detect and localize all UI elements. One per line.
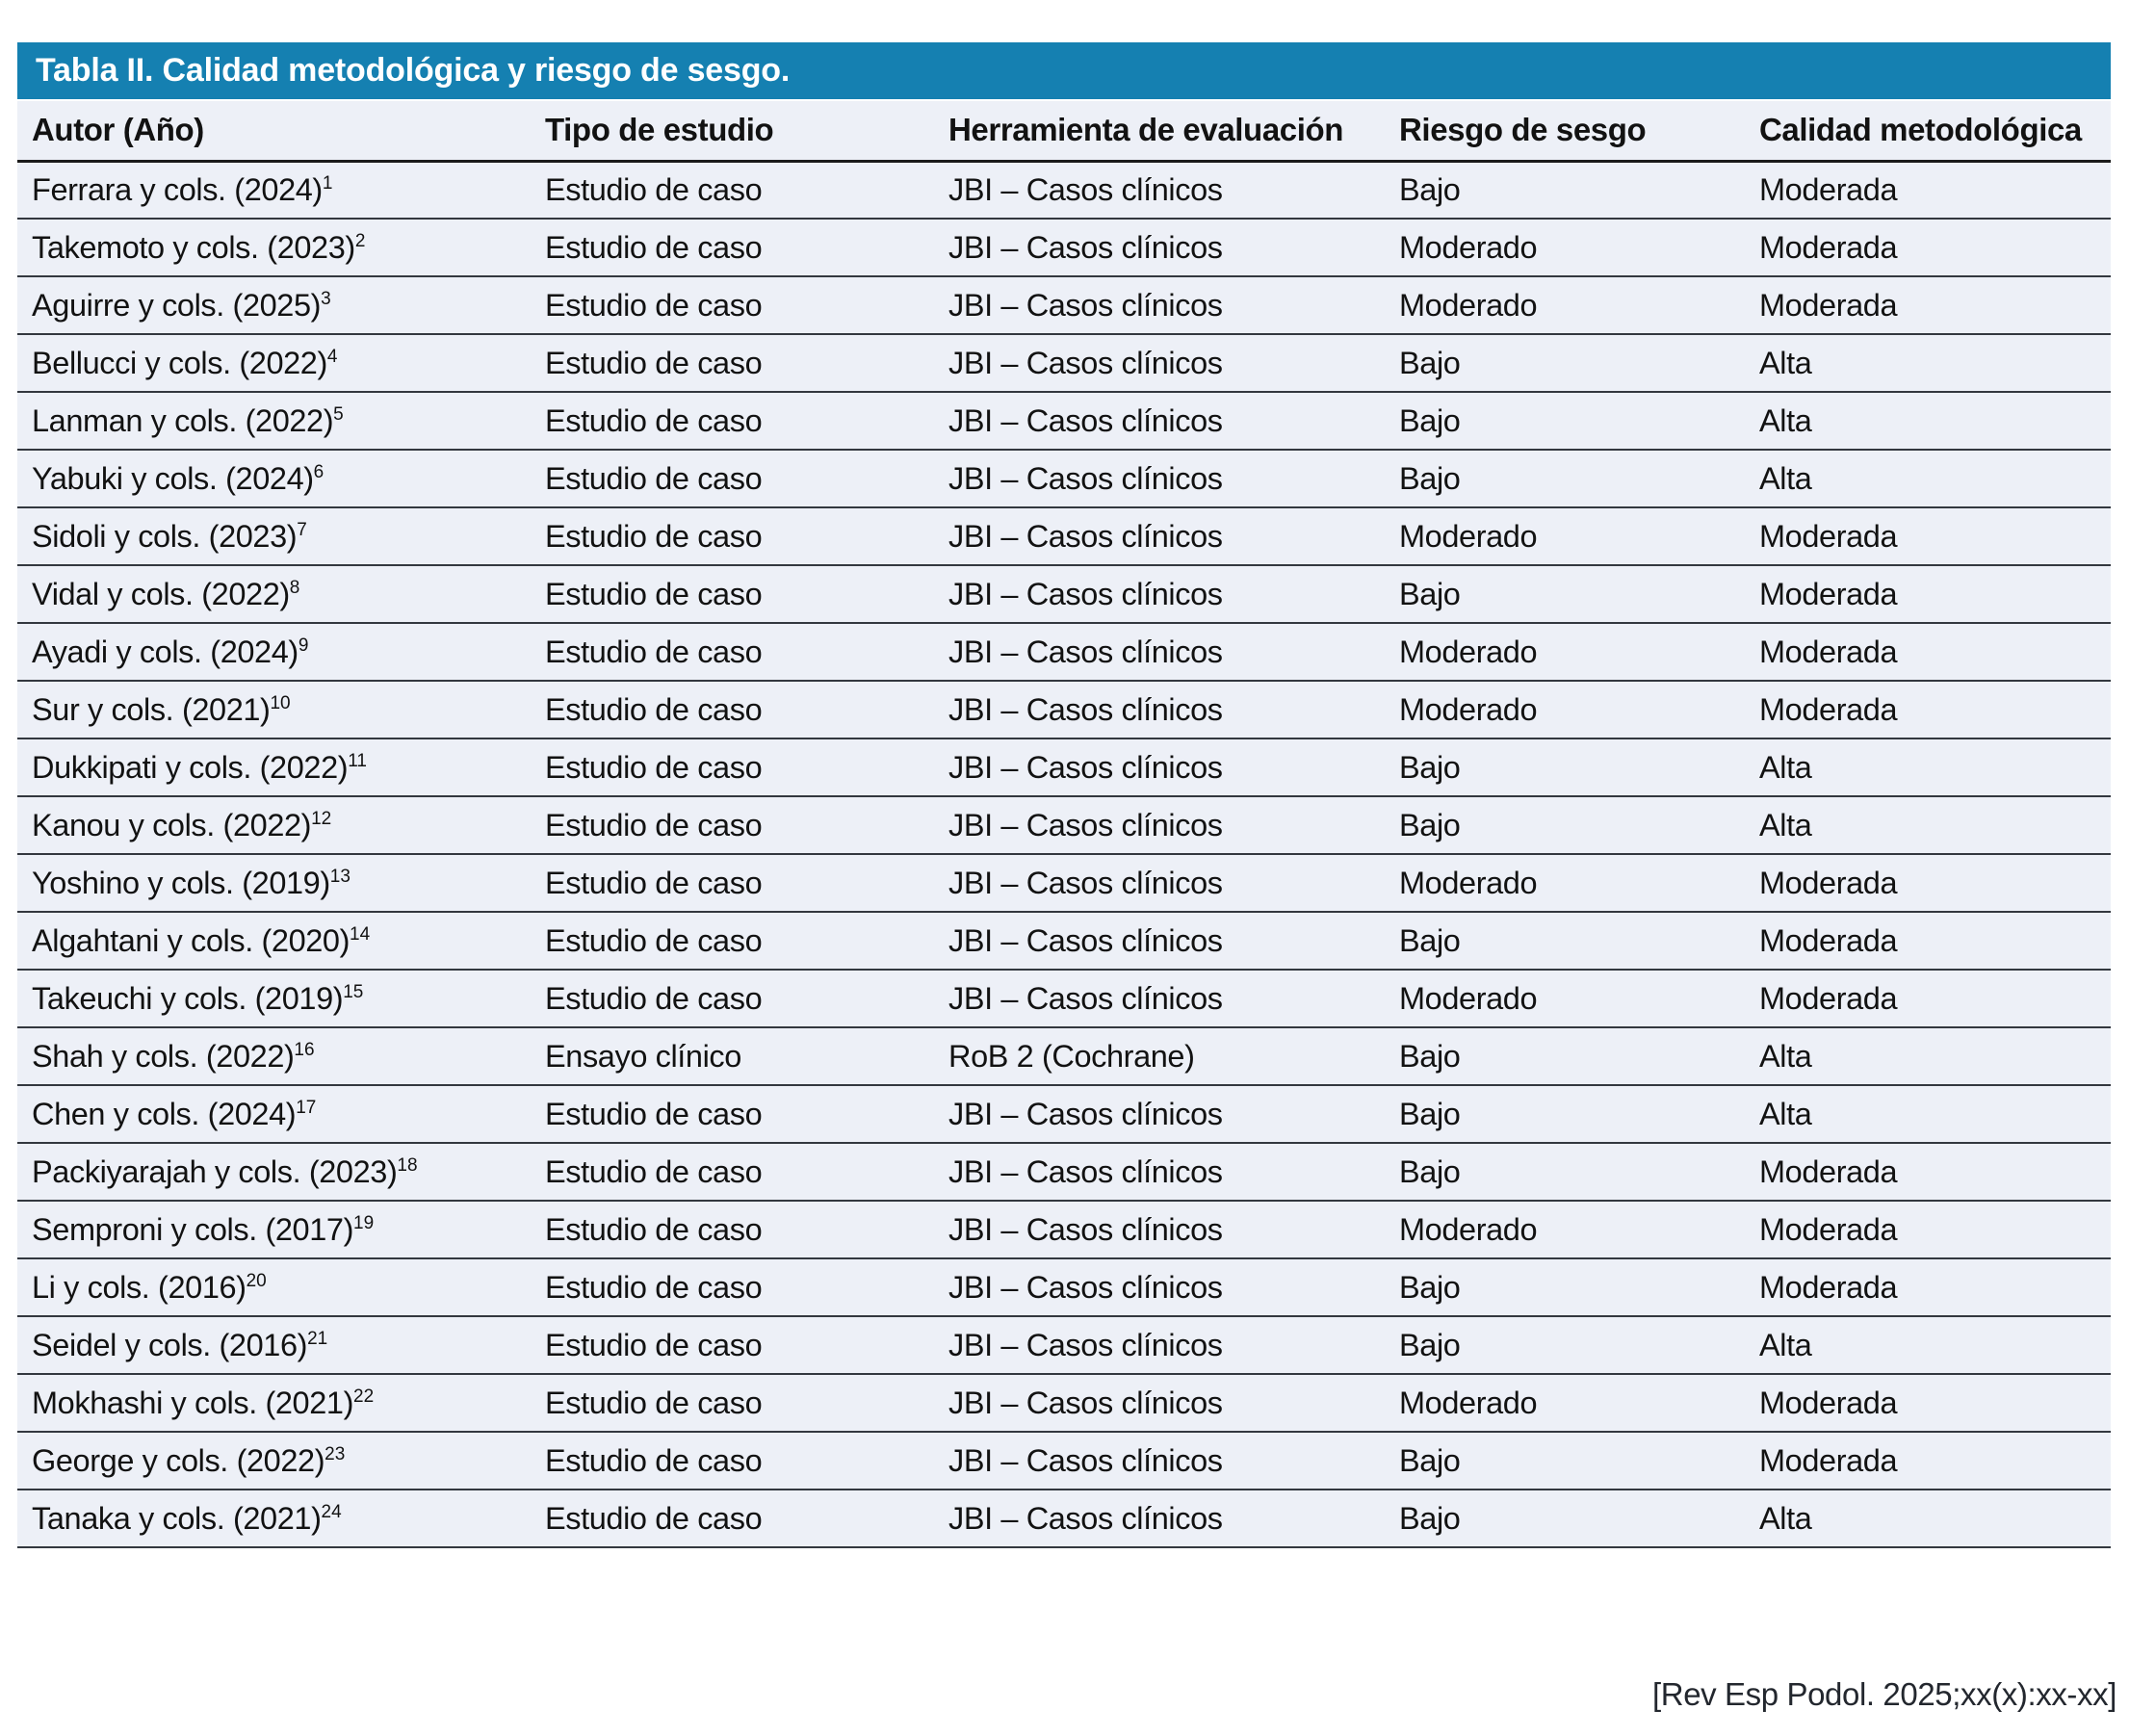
table-row <box>17 623 2111 681</box>
cell-study-type: Estudio de caso <box>531 1374 934 1432</box>
author-text: Vidal y cols. (2022) <box>32 576 290 611</box>
author-text: Takemoto y cols. (2023) <box>32 229 355 265</box>
table-row <box>17 392 2111 450</box>
author-text: Aguirre y cols. (2025) <box>32 287 322 323</box>
cell-author <box>17 507 531 565</box>
cell-author <box>17 1143 531 1201</box>
cell-assessment-tool: JBI – Casos clínicos <box>934 1143 1385 1201</box>
cell-author <box>17 970 531 1027</box>
table-row <box>17 1143 2111 1201</box>
table-header-row <box>17 101 2111 161</box>
cell-methodological-quality: Alta <box>1745 796 2111 854</box>
cell-bias-risk: Bajo <box>1385 796 1745 854</box>
cell-methodological-quality: Alta <box>1745 1490 2111 1547</box>
cell-study-type: Estudio de caso <box>531 276 934 334</box>
author-text: Tanaka y cols. (2021) <box>32 1500 322 1536</box>
cell-assessment-tool: RoB 2 (Cochrane) <box>934 1027 1385 1085</box>
cell-bias-risk: Bajo <box>1385 565 1745 623</box>
cell-author <box>17 161 531 219</box>
cell-study-type: Estudio de caso <box>531 912 934 970</box>
author-text: Algahtani y cols. (2020) <box>32 922 351 958</box>
author-text: Ferrara y cols. (2024) <box>32 171 323 207</box>
cell-bias-risk: Moderado <box>1385 854 1745 912</box>
cell-bias-risk: Bajo <box>1385 392 1745 450</box>
cell-study-type: Estudio de caso <box>531 854 934 912</box>
cell-study-type: Estudio de caso <box>531 738 934 796</box>
table-row <box>17 681 2111 738</box>
col-header-riesgo-de-sesgo: Riesgo de sesgo <box>1385 101 1745 161</box>
cell-assessment-tool: JBI – Casos clínicos <box>934 1085 1385 1143</box>
cell-author <box>17 450 531 507</box>
reference-superscript: 17 <box>296 1097 317 1118</box>
cell-bias-risk: Bajo <box>1385 1316 1745 1374</box>
cell-author <box>17 219 531 276</box>
reference-superscript: 3 <box>321 288 331 309</box>
reference-superscript: 11 <box>348 750 367 771</box>
author-text: Yabuki y cols. (2024) <box>32 460 314 496</box>
cell-assessment-tool: JBI – Casos clínicos <box>934 1374 1385 1432</box>
cell-author <box>17 565 531 623</box>
reference-superscript: 5 <box>333 403 344 425</box>
cell-study-type: Estudio de caso <box>531 796 934 854</box>
cell-study-type: Estudio de caso <box>531 970 934 1027</box>
cell-methodological-quality: Moderada <box>1745 681 2111 738</box>
cell-methodological-quality: Moderada <box>1745 623 2111 681</box>
table-row <box>17 1027 2111 1085</box>
cell-assessment-tool: JBI – Casos clínicos <box>934 623 1385 681</box>
cell-bias-risk: Moderado <box>1385 681 1745 738</box>
reference-superscript: 7 <box>297 519 307 540</box>
cell-assessment-tool: JBI – Casos clínicos <box>934 1201 1385 1258</box>
cell-methodological-quality: Moderada <box>1745 507 2111 565</box>
cell-bias-risk: Bajo <box>1385 912 1745 970</box>
cell-methodological-quality: Alta <box>1745 1085 2111 1143</box>
cell-study-type: Estudio de caso <box>531 507 934 565</box>
cell-assessment-tool: JBI – Casos clínicos <box>934 681 1385 738</box>
cell-author <box>17 1432 531 1490</box>
col-header-calidad-metodologica: Calidad metodológica <box>1745 101 2111 161</box>
cell-assessment-tool: JBI – Casos clínicos <box>934 276 1385 334</box>
cell-methodological-quality: Moderada <box>1745 1374 2111 1432</box>
cell-author <box>17 1201 531 1258</box>
table-row <box>17 738 2111 796</box>
cell-assessment-tool: JBI – Casos clínicos <box>934 912 1385 970</box>
reference-superscript: 22 <box>353 1386 375 1407</box>
col-header-autor-ano: Autor (Año) <box>17 101 531 161</box>
table-row <box>17 1490 2111 1547</box>
cell-bias-risk: Bajo <box>1385 1258 1745 1316</box>
cell-methodological-quality: Moderada <box>1745 1201 2111 1258</box>
col-header-herramienta-de-evaluacion: Herramienta de evaluación <box>934 101 1385 161</box>
cell-study-type: Estudio de caso <box>531 161 934 219</box>
reference-superscript: 10 <box>270 692 291 713</box>
cell-author <box>17 334 531 392</box>
cell-author <box>17 392 531 450</box>
author-text: Sur y cols. (2021) <box>32 691 271 727</box>
cell-methodological-quality: Alta <box>1745 450 2111 507</box>
cell-bias-risk: Moderado <box>1385 219 1745 276</box>
cell-study-type: Estudio de caso <box>531 1432 934 1490</box>
author-text: Chen y cols. (2024) <box>32 1096 297 1131</box>
cell-assessment-tool: JBI – Casos clínicos <box>934 1432 1385 1490</box>
cell-assessment-tool: JBI – Casos clínicos <box>934 1316 1385 1374</box>
author-text: Semproni y cols. (2017) <box>32 1211 354 1247</box>
cell-assessment-tool: JBI – Casos clínicos <box>934 1258 1385 1316</box>
cell-author <box>17 1027 531 1085</box>
table-row <box>17 1432 2111 1490</box>
author-text: Ayadi y cols. (2024) <box>32 634 299 669</box>
author-text: George y cols. (2022) <box>32 1442 325 1478</box>
col-header-tipo-de-estudio: Tipo de estudio <box>531 101 934 161</box>
reference-superscript: 24 <box>321 1501 342 1522</box>
table-row <box>17 912 2111 970</box>
cell-study-type: Estudio de caso <box>531 392 934 450</box>
table-row <box>17 1085 2111 1143</box>
reference-superscript: 19 <box>353 1212 375 1233</box>
cell-assessment-tool: JBI – Casos clínicos <box>934 970 1385 1027</box>
cell-bias-risk: Moderado <box>1385 1201 1745 1258</box>
journal-citation: [Rev Esp Podol. 2025;xx(x):xx-xx] <box>1652 1676 2116 1712</box>
cell-author <box>17 681 531 738</box>
cell-bias-risk: Moderado <box>1385 276 1745 334</box>
reference-superscript: 20 <box>246 1270 267 1291</box>
table-row <box>17 276 2111 334</box>
cell-assessment-tool: JBI – Casos clínicos <box>934 219 1385 276</box>
reference-superscript: 16 <box>294 1039 315 1060</box>
reference-superscript: 21 <box>307 1328 328 1349</box>
cell-study-type: Estudio de caso <box>531 1316 934 1374</box>
cell-bias-risk: Bajo <box>1385 1143 1745 1201</box>
table-row <box>17 219 2111 276</box>
author-text: Dukkipati y cols. (2022) <box>32 749 349 785</box>
table-row <box>17 161 2111 219</box>
table-row <box>17 334 2111 392</box>
cell-methodological-quality: Moderada <box>1745 565 2111 623</box>
cell-author <box>17 276 531 334</box>
cell-methodological-quality: Alta <box>1745 334 2111 392</box>
cell-assessment-tool: JBI – Casos clínicos <box>934 392 1385 450</box>
cell-methodological-quality: Moderada <box>1745 276 2111 334</box>
methodological-quality-table <box>17 42 2111 1548</box>
cell-study-type: Estudio de caso <box>531 1258 934 1316</box>
cell-bias-risk: Bajo <box>1385 1490 1745 1547</box>
cell-methodological-quality: Moderada <box>1745 912 2111 970</box>
reference-superscript: 18 <box>397 1154 418 1176</box>
reference-superscript: 1 <box>322 172 333 194</box>
cell-bias-risk: Moderado <box>1385 970 1745 1027</box>
cell-assessment-tool: JBI – Casos clínicos <box>934 1490 1385 1547</box>
cell-study-type: Estudio de caso <box>531 1201 934 1258</box>
cell-methodological-quality: Alta <box>1745 1316 2111 1374</box>
cell-author <box>17 1085 531 1143</box>
cell-methodological-quality: Moderada <box>1745 161 2111 219</box>
table-row <box>17 565 2111 623</box>
cell-study-type: Estudio de caso <box>531 681 934 738</box>
cell-assessment-tool: JBI – Casos clínicos <box>934 334 1385 392</box>
author-text: Takeuchi y cols. (2019) <box>32 980 344 1016</box>
reference-superscript: 13 <box>329 866 351 887</box>
cell-methodological-quality: Moderada <box>1745 219 2111 276</box>
table-row <box>17 970 2111 1027</box>
quality-risk-table <box>17 101 2111 1548</box>
cell-study-type: Estudio de caso <box>531 1085 934 1143</box>
table-title: Tabla II. Calidad metodológica y riesgo de sesgo. <box>36 52 791 89</box>
cell-bias-risk: Bajo <box>1385 450 1745 507</box>
reference-superscript: 23 <box>325 1443 346 1464</box>
cell-study-type: Estudio de caso <box>531 1143 934 1201</box>
cell-author <box>17 1374 531 1432</box>
cell-assessment-tool: JBI – Casos clínicos <box>934 450 1385 507</box>
cell-bias-risk: Moderado <box>1385 1374 1745 1432</box>
reference-superscript: 8 <box>289 577 300 598</box>
cell-bias-risk: Bajo <box>1385 161 1745 219</box>
reference-superscript: 2 <box>354 230 366 251</box>
cell-methodological-quality: Moderada <box>1745 1432 2111 1490</box>
cell-methodological-quality: Moderada <box>1745 1258 2111 1316</box>
table-row <box>17 1201 2111 1258</box>
author-text: Sidoli y cols. (2023) <box>32 518 298 554</box>
reference-superscript: 4 <box>326 346 338 367</box>
cell-bias-risk: Moderado <box>1385 623 1745 681</box>
cell-methodological-quality: Moderada <box>1745 854 2111 912</box>
table-title-bar <box>17 42 2111 99</box>
author-text: Bellucci y cols. (2022) <box>32 345 327 380</box>
cell-bias-risk: Bajo <box>1385 1432 1745 1490</box>
cell-author <box>17 1490 531 1547</box>
cell-study-type: Estudio de caso <box>531 334 934 392</box>
cell-study-type: Estudio de caso <box>531 1490 934 1547</box>
cell-bias-risk: Moderado <box>1385 507 1745 565</box>
table-row <box>17 1316 2111 1374</box>
reference-superscript: 14 <box>350 923 371 945</box>
cell-assessment-tool: JBI – Casos clínicos <box>934 796 1385 854</box>
cell-study-type: Estudio de caso <box>531 623 934 681</box>
table-row <box>17 796 2111 854</box>
reference-superscript: 15 <box>343 981 364 1002</box>
cell-methodological-quality: Alta <box>1745 1027 2111 1085</box>
table-body <box>17 161 2111 1547</box>
cell-study-type: Estudio de caso <box>531 565 934 623</box>
cell-author <box>17 1316 531 1374</box>
table-row <box>17 507 2111 565</box>
table-row <box>17 1374 2111 1432</box>
cell-author <box>17 623 531 681</box>
author-text: Li y cols. (2016) <box>32 1269 247 1305</box>
cell-study-type: Estudio de caso <box>531 450 934 507</box>
reference-superscript: 6 <box>313 461 325 482</box>
reference-superscript: 12 <box>311 808 332 829</box>
cell-assessment-tool: JBI – Casos clínicos <box>934 161 1385 219</box>
author-text: Packiyarajah y cols. (2023) <box>32 1153 398 1189</box>
cell-author <box>17 738 531 796</box>
author-text: Shah y cols. (2022) <box>32 1038 295 1074</box>
cell-author <box>17 854 531 912</box>
cell-study-type: Ensayo clínico <box>531 1027 934 1085</box>
cell-bias-risk: Bajo <box>1385 1085 1745 1143</box>
author-text: Mokhashi y cols. (2021) <box>32 1385 354 1420</box>
cell-bias-risk: Bajo <box>1385 1027 1745 1085</box>
cell-methodological-quality: Alta <box>1745 738 2111 796</box>
reference-superscript: 9 <box>298 635 309 656</box>
cell-assessment-tool: JBI – Casos clínicos <box>934 507 1385 565</box>
cell-author <box>17 1258 531 1316</box>
cell-assessment-tool: JBI – Casos clínicos <box>934 854 1385 912</box>
cell-assessment-tool: JBI – Casos clínicos <box>934 738 1385 796</box>
table-row <box>17 854 2111 912</box>
table-row <box>17 450 2111 507</box>
author-text: Yoshino y cols. (2019) <box>32 865 330 900</box>
cell-methodological-quality: Moderada <box>1745 1143 2111 1201</box>
table-row <box>17 1258 2111 1316</box>
cell-author <box>17 912 531 970</box>
cell-author <box>17 796 531 854</box>
cell-methodological-quality: Moderada <box>1745 970 2111 1027</box>
cell-bias-risk: Bajo <box>1385 334 1745 392</box>
cell-methodological-quality: Alta <box>1745 392 2111 450</box>
author-text: Seidel y cols. (2016) <box>32 1327 308 1362</box>
author-text: Lanman y cols. (2022) <box>32 402 334 438</box>
cell-study-type: Estudio de caso <box>531 219 934 276</box>
author-text: Kanou y cols. (2022) <box>32 807 312 842</box>
cell-bias-risk: Bajo <box>1385 738 1745 796</box>
cell-assessment-tool: JBI – Casos clínicos <box>934 565 1385 623</box>
